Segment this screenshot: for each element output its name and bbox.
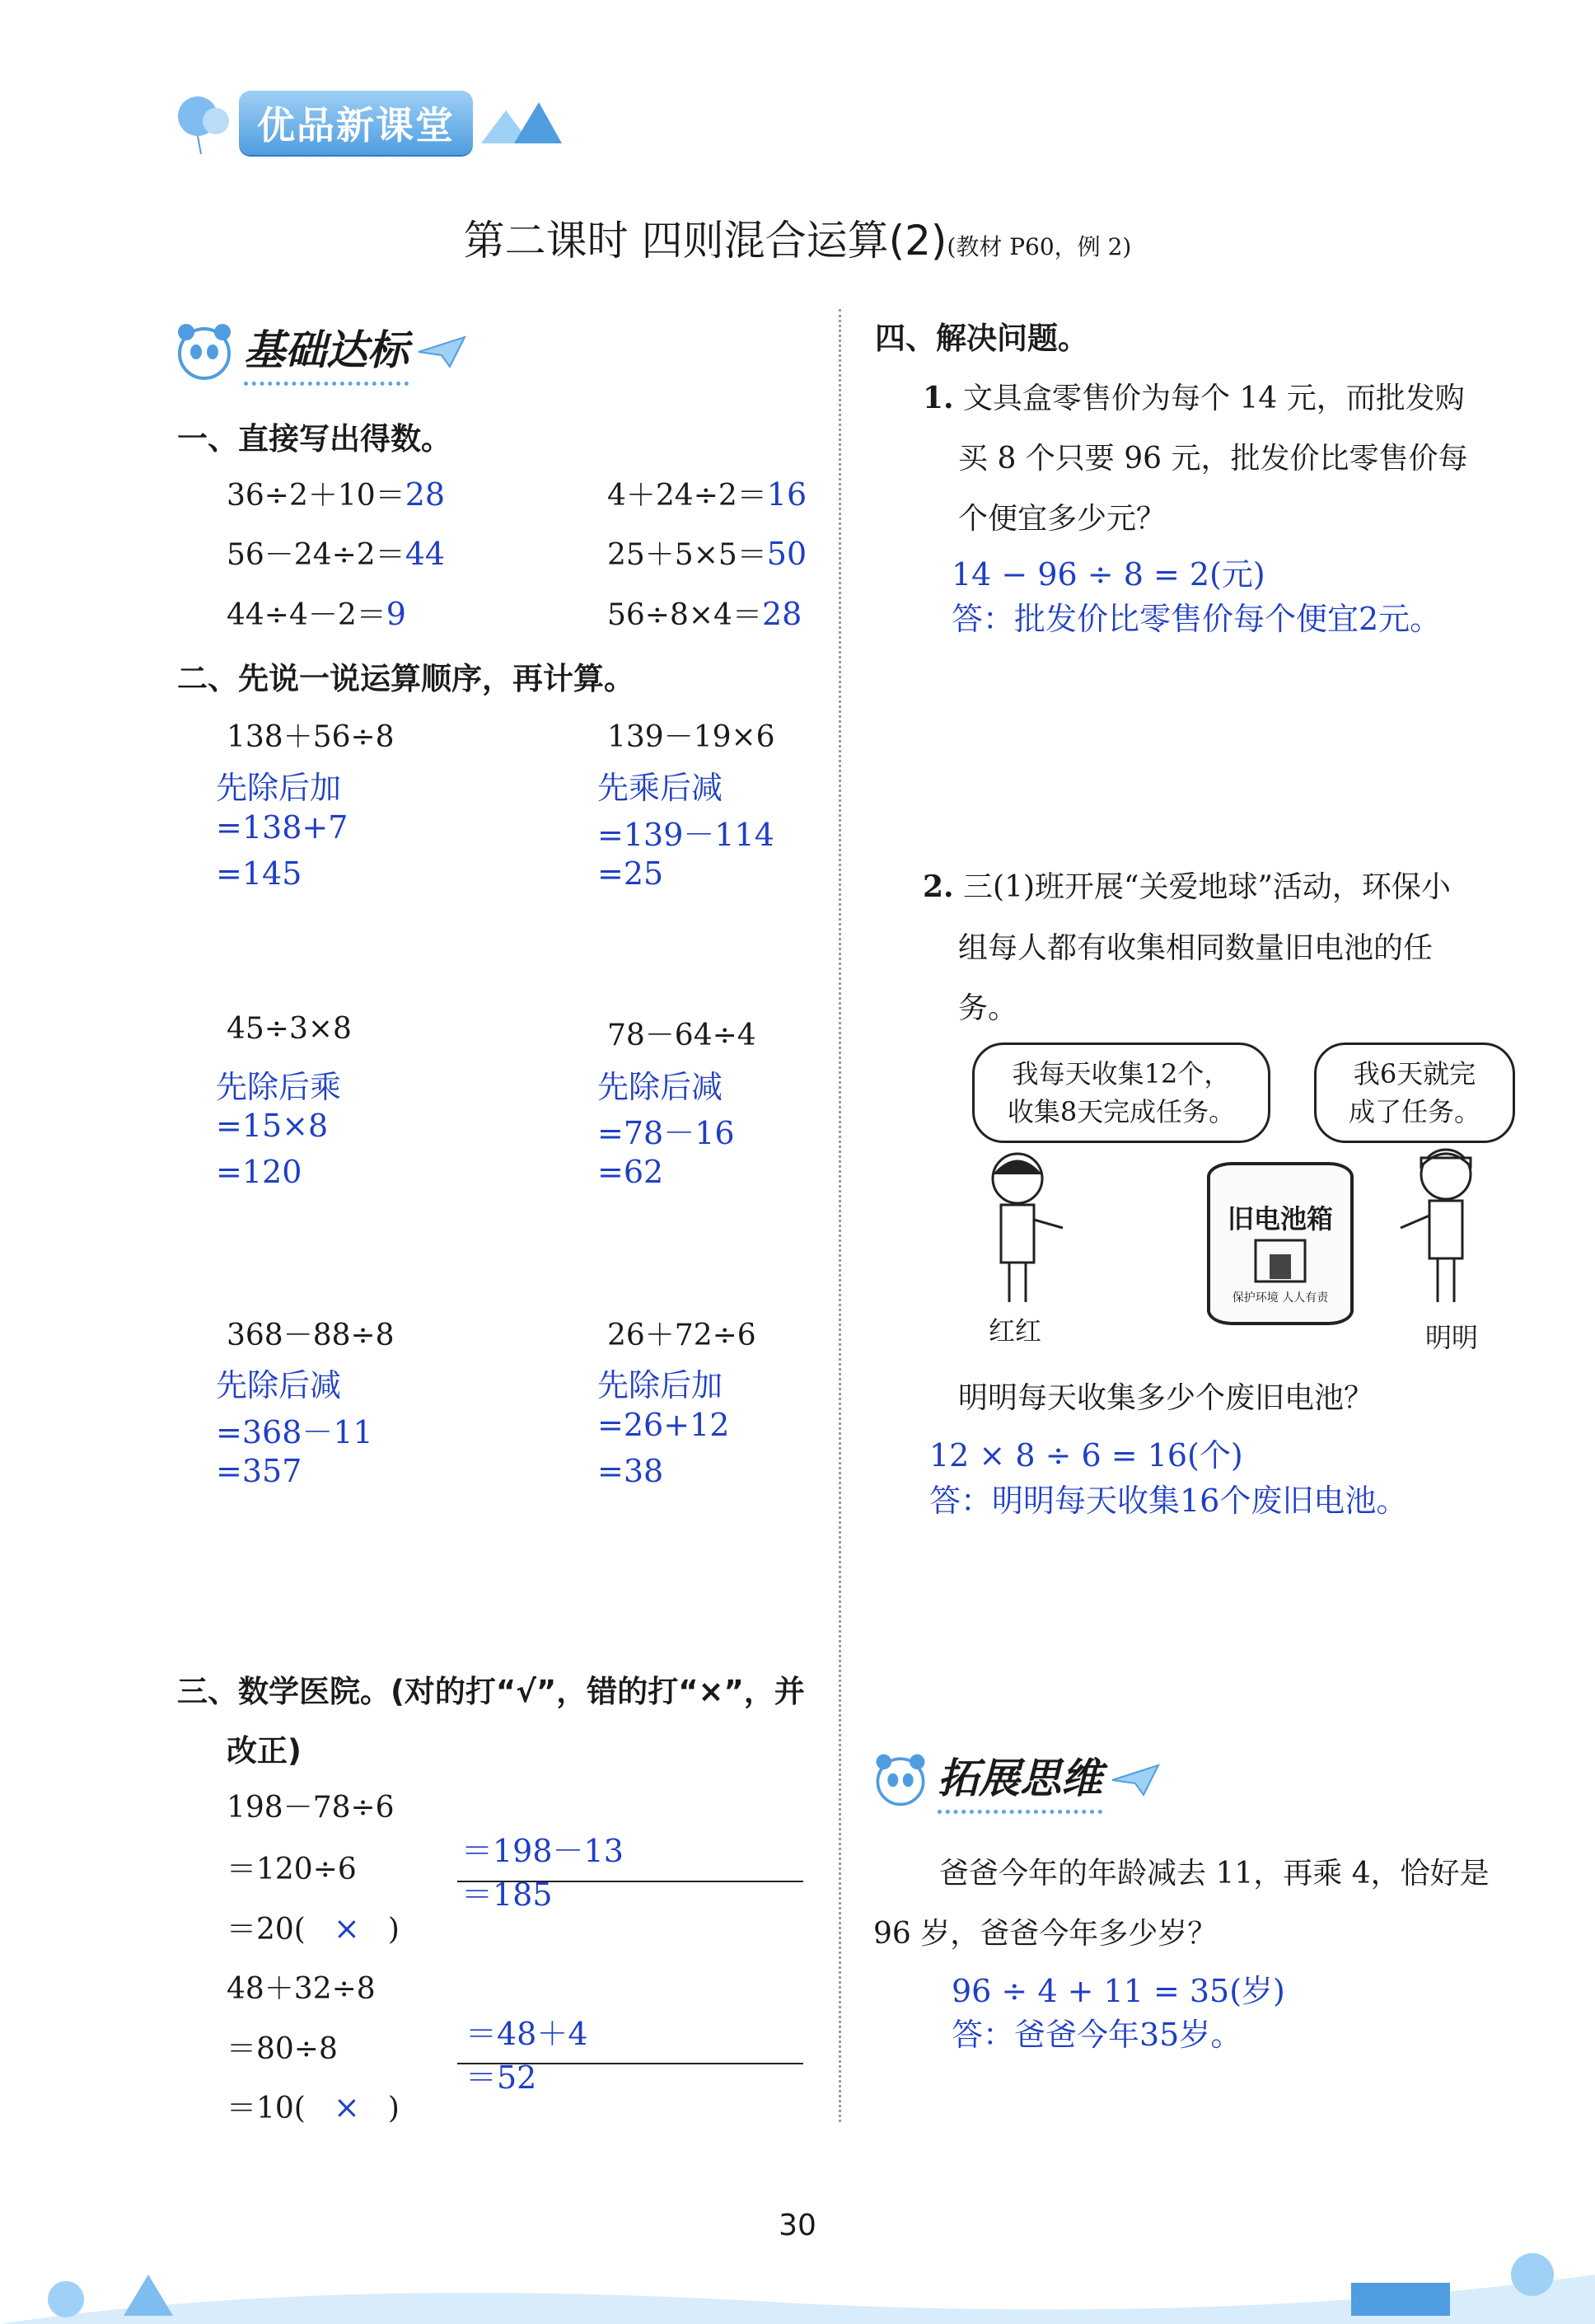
bubble-text: 我6天就完: [1353, 1058, 1476, 1089]
q2-order: 先除后加: [216, 770, 342, 806]
extend-badge: [872, 1745, 1160, 1814]
q3-fix: ＝198－13: [461, 1833, 624, 1869]
q1-answer: 16: [766, 476, 807, 513]
extend-answer-formula: 96 ÷ 4 + 11 = 35(岁): [952, 1973, 1285, 2009]
q2-title: 二、先说一说运算顺序，再计算。: [177, 661, 634, 696]
p1-number: 1.: [923, 381, 954, 415]
balloon-icon: [173, 90, 239, 156]
q3-fix: ＝52: [465, 2059, 537, 2096]
q2-step: =38: [597, 1453, 664, 1489]
q2-order: 先除后加: [597, 1367, 723, 1403]
page-number: 30: [779, 2209, 816, 2242]
q3-fix: ＝185: [461, 1877, 553, 1913]
bubble-text: 成了任务。: [1348, 1096, 1480, 1127]
q1-expr: 56－24÷2＝: [227, 538, 405, 572]
q3-title: 三、数学医院。(对的打“√”，错的打“×”，并: [177, 1674, 805, 1709]
q1-answer: 50: [766, 536, 807, 572]
q2-expr: 138＋56÷8: [227, 720, 395, 754]
q1-expr: 25＋5×5＝: [607, 538, 767, 572]
q2-expr: 78－64÷4: [607, 1019, 756, 1052]
p1-text: 文具盒零售价为每个 14 元，而批发购: [963, 382, 1465, 415]
q2-expr: 45÷3×8: [227, 1012, 352, 1046]
q2-order: 先除后减: [597, 1069, 723, 1105]
battery-bin: [1207, 1162, 1354, 1325]
p2-line: [923, 864, 1451, 906]
q1-item: [227, 592, 406, 634]
q2-step: =368－11: [216, 1414, 373, 1450]
q3-line: 48＋32÷8: [227, 1972, 376, 2006]
footer-decoration-icon: [0, 2225, 1595, 2324]
extend-line: 96 岁，爸爸今年多少岁？: [873, 1917, 1218, 1951]
q3-line: 198－78÷6: [227, 1791, 395, 1825]
q1-item: [607, 592, 802, 634]
p1-answer-text: 答：批发价比零售价每个便宜2元。: [952, 601, 1442, 637]
q3-result: ＝10(: [227, 2092, 306, 2125]
q2-order: 先除后乘: [216, 1069, 342, 1105]
q2-step: =26+12: [597, 1407, 730, 1443]
title-sub: (教材 P60，例 2): [947, 233, 1132, 260]
bin-label: 旧电池箱: [1227, 1203, 1333, 1235]
page-title: [0, 208, 1595, 267]
q2-expr: 368－88÷8: [227, 1319, 395, 1352]
q2-step: =15×8: [216, 1108, 329, 1144]
q2-step: =78－16: [597, 1115, 735, 1151]
q1-expr: 4＋24÷2＝: [607, 479, 767, 513]
panda-icon: [872, 1751, 929, 1809]
q3-close: ): [387, 2092, 400, 2125]
q2-expr: 26＋72÷6: [607, 1319, 756, 1352]
q1-item: [227, 532, 445, 574]
q3-line: ＝80÷8: [227, 2032, 338, 2066]
q1-answer: 44: [405, 536, 446, 572]
p2-number: 2.: [923, 869, 954, 904]
basic-badge: [173, 317, 466, 386]
q3-line: ＝120÷6: [227, 1853, 357, 1886]
q3-title-cont: 改正): [227, 1733, 302, 1769]
q3-mark: ×: [333, 1910, 360, 1947]
title-main: 第二课时 四则混合运算(2): [463, 217, 947, 265]
q1-answer: 28: [405, 476, 446, 513]
q1-expr: 44÷4－2＝: [227, 598, 386, 632]
q2-expr: 139－19×6: [607, 720, 775, 754]
p1-line: 个便宜多少元？: [958, 502, 1167, 536]
p1-line: 买 8 个只要 96 元，批发价比零售价每: [958, 442, 1468, 476]
column-divider: [839, 309, 841, 2122]
bubble-text: 我每天收集12个，: [1012, 1058, 1231, 1089]
q3-mark: ×: [333, 2089, 360, 2125]
q2-step: =25: [597, 855, 664, 892]
q2-step: =357: [216, 1453, 302, 1489]
panda-icon: [173, 321, 236, 383]
q2-step: =120: [216, 1154, 302, 1190]
extend-badge-text: 拓展思维: [938, 1745, 1102, 1814]
p1-answer-formula: 14 − 96 ÷ 8 = 2(元): [952, 556, 1265, 593]
paper-plane-icon: [1111, 1764, 1160, 1797]
paper-plane-icon: [417, 335, 466, 368]
p2-line: 组每人都有收集相同数量旧电池的任: [958, 931, 1434, 965]
q2-step: =139－114: [597, 817, 774, 853]
p2-answer-text: 答：明明每天收集16个废旧电池。: [929, 1483, 1408, 1519]
q2-order: 先除后减: [216, 1367, 342, 1403]
bubble-text: 收集8天完成任务。: [1007, 1096, 1236, 1127]
q3-close: ): [387, 1913, 400, 1947]
q1-item: [227, 472, 445, 514]
q1-expr: 56÷8×4＝: [607, 598, 762, 632]
name-hong: 红红: [989, 1315, 1042, 1347]
q3-fix: ＝48＋4: [465, 2016, 588, 2052]
q2-step: =145: [216, 855, 302, 892]
girl-figure-icon: [972, 1146, 1071, 1310]
p2-answer-formula: 12 × 8 ÷ 6 = 16(个): [929, 1437, 1243, 1474]
q1-expr: 36÷2＋10＝: [227, 479, 405, 513]
brand-text: 优品新课堂: [239, 91, 473, 155]
bin-slogan: 保护环境 人人有责: [1232, 1291, 1329, 1305]
name-ming: 明明: [1425, 1322, 1479, 1353]
p2-line: 务。: [958, 991, 1018, 1025]
recycle-icon: [1251, 1236, 1309, 1286]
q2-order: 先乘后减: [597, 770, 723, 806]
q1-item: [607, 472, 807, 514]
q4-title: 四、解决问题。: [875, 321, 1088, 356]
speech-bubble-ming: [1314, 1043, 1515, 1143]
mountain-icon: [473, 94, 564, 152]
basic-badge-text: 基础达标: [244, 317, 409, 386]
q2-step: =62: [597, 1154, 664, 1190]
brand-logo: [173, 89, 564, 157]
extend-answer-text: 答：爸爸今年35岁。: [952, 2017, 1242, 2053]
speech-bubble-hong: [972, 1043, 1270, 1143]
p2-text: 三(1)班开展“关爱地球”活动，环保小: [963, 870, 1451, 904]
extend-line: 爸爸今年的年龄减去 11，再乘 4，恰好是: [939, 1857, 1490, 1891]
boy-figure-icon: [1392, 1137, 1491, 1310]
q1-item: [607, 532, 807, 574]
q2-step: =138+7: [216, 809, 348, 846]
q3-line: [227, 1906, 400, 1948]
q3-line: [227, 2085, 400, 2127]
q1-answer: 9: [386, 596, 406, 632]
p1-line: [923, 375, 1465, 417]
q1-answer: 28: [761, 596, 802, 632]
q1-title: 一、直接写出得数。: [177, 421, 451, 457]
p2-question: 明明每天收集多少个废旧电池？: [958, 1381, 1374, 1415]
q3-result: ＝20(: [227, 1913, 306, 1947]
